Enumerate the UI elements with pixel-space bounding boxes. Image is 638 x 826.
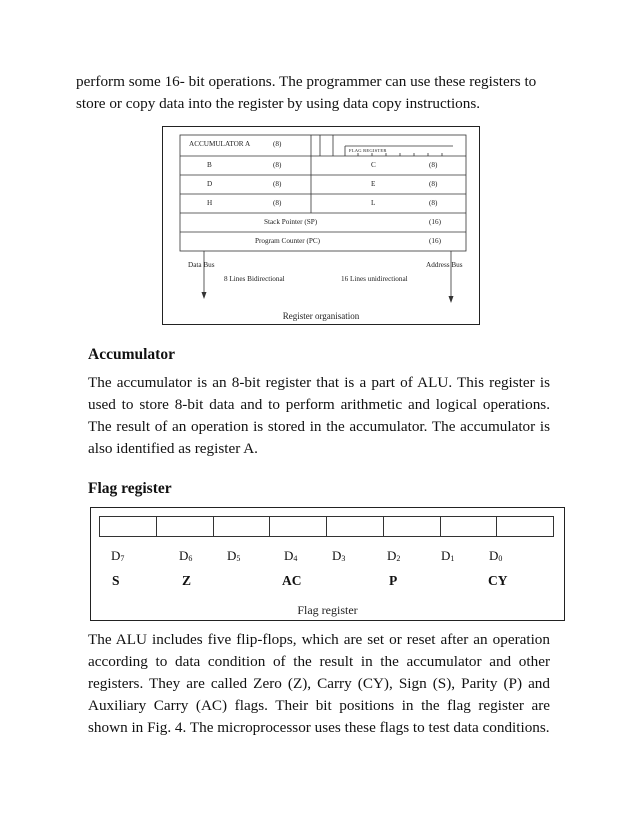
flag-cell: [441, 517, 498, 536]
register-c-size: (8): [429, 161, 438, 169]
address-bus-label: Address Bus: [426, 261, 463, 269]
flag-register-caption: Flag register: [297, 603, 358, 617]
register-grid: [163, 127, 481, 326]
register-l: L: [371, 199, 376, 207]
flag-register-label: FLAG REGISTER: [349, 148, 387, 153]
intro-paragraph: perform some 16- bit operations. The programmer can use these registers to store or copy data into the register by using data copy instructions.: [76, 73, 537, 112]
bit-d3: $D_3$: [332, 548, 346, 563]
flag-register-cells: [99, 516, 554, 537]
accumulator-label: ACCUMULATOR A: [189, 140, 251, 148]
flag-register-heading: Flag register: [88, 480, 172, 497]
program-counter-label: Program Counter (PC): [255, 237, 321, 245]
flag-cell: [327, 517, 384, 536]
flag-cell: [270, 517, 327, 536]
flag-register-figure: [90, 507, 565, 621]
bit-d1: $D_1$: [441, 548, 455, 563]
register-e-size: (8): [429, 180, 438, 188]
bit-d2: $D_2$: [387, 548, 401, 563]
register-b: B: [207, 161, 212, 169]
data-bus-label: Data Bus: [188, 261, 215, 269]
accumulator-paragraph: The accumulator is an 8-bit register that is a part of ALU. This register is used to store 8-bit data and to perform arithmetic and logical operations. The result of an operation is stored in the accumulator. The accumulator is also identified as register A.: [88, 374, 550, 457]
register-h: H: [207, 199, 213, 207]
alu-flags-paragraph: The ALU includes five flip-flops, which are set or reset after an operation according to data condition of the result in the accumulator and other registers. They are called Zero (Z), Carry (CY), Sign (S), Parity (P) and Auxiliary Carry (AC) flags. Their bit positions in the flag register are shown in Fig. 4. The microprocessor uses these flags to test data conditions.: [88, 631, 550, 736]
register-c: C: [371, 161, 376, 169]
address-lines-label: 16 Lines unidirectional: [341, 275, 408, 283]
flag-cell: [214, 517, 271, 536]
data-lines-label: 8 Lines Bidirectional: [224, 275, 285, 283]
flag-cell: [100, 517, 157, 536]
accumulator-size: (8): [273, 140, 282, 148]
flag-cell: [157, 517, 214, 536]
register-d-size: (8): [273, 180, 282, 188]
flag-carry: CY: [488, 573, 508, 588]
flag-auxiliary-carry: AC: [282, 573, 302, 588]
register-l-size: (8): [429, 199, 438, 207]
flag-cell: [384, 517, 441, 536]
register-b-size: (8): [273, 161, 282, 169]
stack-pointer-size: (16): [429, 218, 441, 226]
register-d: D: [207, 180, 213, 188]
flag-parity: P: [389, 573, 398, 588]
bit-d6: $D_6$: [179, 548, 193, 563]
bit-d5: $D_5$: [227, 548, 241, 563]
register-e: E: [371, 180, 376, 188]
bit-d4: $D_4$: [284, 548, 298, 563]
stack-pointer-label: Stack Pointer (SP): [264, 218, 318, 226]
program-counter-size: (16): [429, 237, 441, 245]
flag-zero: Z: [182, 573, 192, 588]
register-h-size: (8): [273, 199, 282, 207]
flag-cell: [497, 517, 553, 536]
bit-d7: $D_7$: [111, 548, 125, 563]
register-organisation-caption: Register organisation: [282, 311, 360, 321]
register-organisation-figure: [162, 126, 480, 325]
accumulator-heading: Accumulator: [88, 346, 175, 363]
flag-sign: S: [112, 573, 120, 588]
bit-d0: $D_0$: [489, 548, 503, 563]
